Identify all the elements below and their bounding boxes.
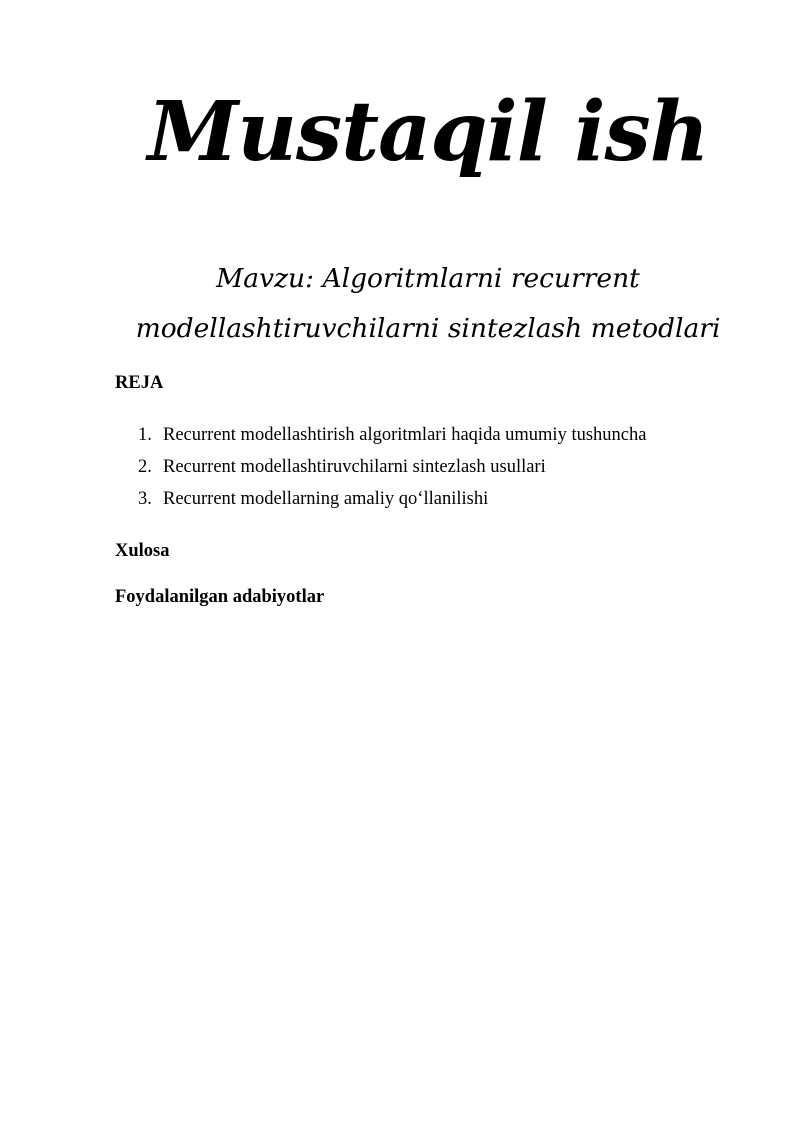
list-item — [138, 487, 646, 519]
references-heading: Foydalanilgan adabiyotlar — [115, 587, 325, 607]
list-item — [138, 423, 646, 455]
subject-line-1: Mavzu: Algoritmlarni recurrent — [216, 263, 640, 294]
list-item-text: Recurrent modellarning amaliy qo‘llanilishi — [163, 489, 489, 509]
list-item-number: 2. — [138, 457, 152, 477]
page-title: Mustaqil ish — [147, 84, 709, 180]
list-item — [138, 455, 646, 487]
list-item-text: Recurrent modellashtiruvchilarni sintezlash usullari — [163, 457, 546, 477]
plan-heading: REJA — [115, 373, 164, 393]
conclusion-heading: Xulosa — [115, 541, 170, 561]
list-item-number: 1. — [138, 425, 152, 445]
subject-title — [120, 254, 736, 354]
subject-line-2: modellashtiruvchilarni sintezlash metodlari — [135, 313, 721, 344]
plan-list — [138, 423, 646, 519]
list-item-text: Recurrent modellashtirish algoritmlari haqida umumiy tushuncha — [163, 425, 647, 445]
list-item-number: 3. — [138, 489, 152, 509]
